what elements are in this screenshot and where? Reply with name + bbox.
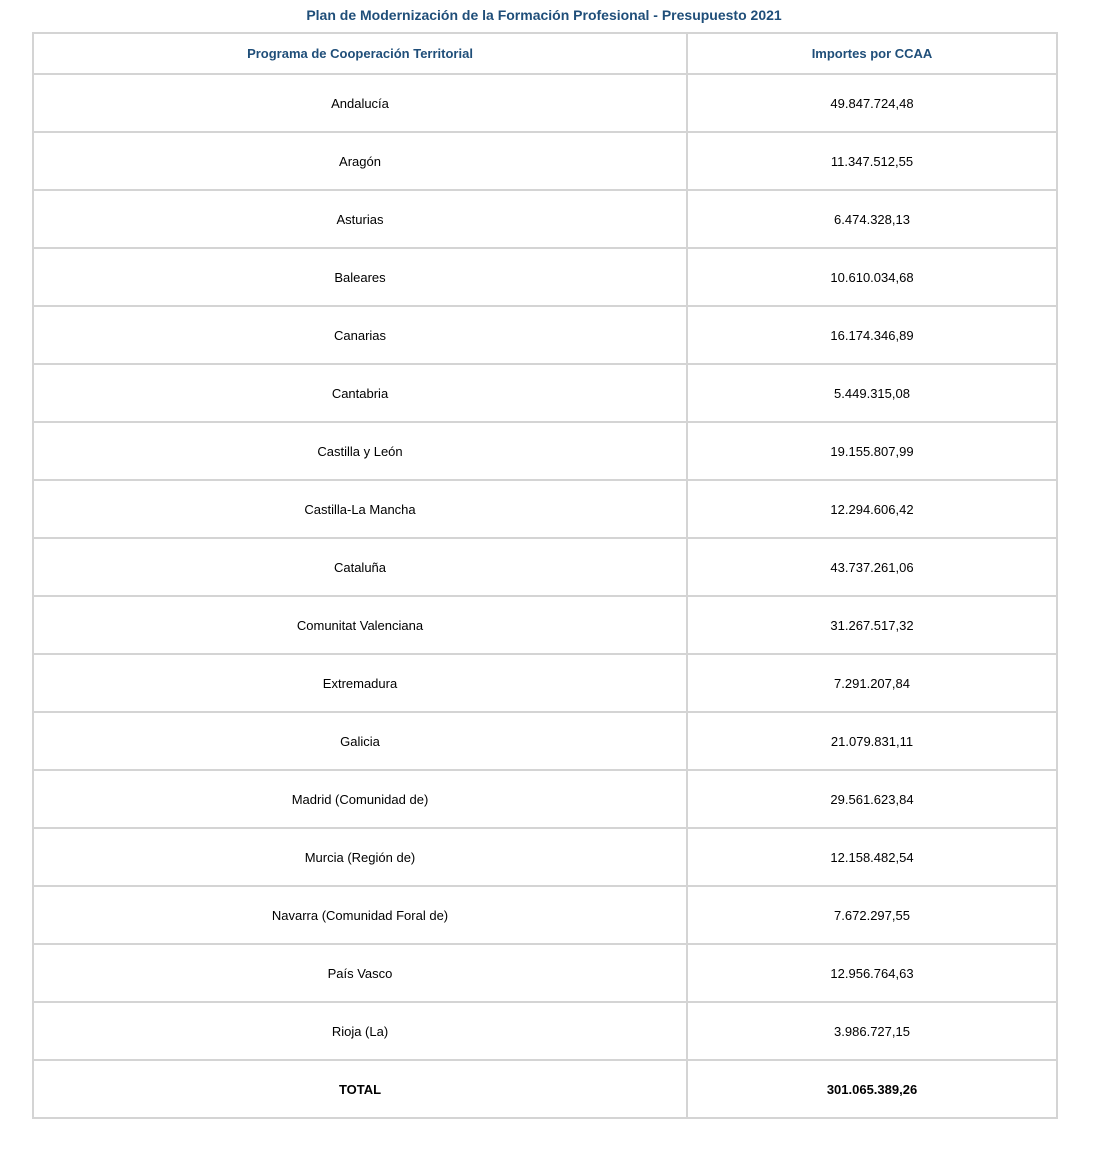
amount-cell: 5.449.315,08 <box>687 364 1057 422</box>
table-row <box>33 770 1057 828</box>
table-row <box>33 596 1057 654</box>
region-cell: Castilla-La Mancha <box>33 480 687 538</box>
table-row <box>33 828 1057 886</box>
table-row <box>33 248 1057 306</box>
amount-cell: 11.347.512,55 <box>687 132 1057 190</box>
table-row <box>33 480 1057 538</box>
table-row <box>33 1002 1057 1060</box>
total-label: TOTAL <box>33 1060 687 1118</box>
table-row <box>33 712 1057 770</box>
table-row <box>33 886 1057 944</box>
region-cell: Asturias <box>33 190 687 248</box>
region-cell: Canarias <box>33 306 687 364</box>
column-header-program: Programa de Cooperación Territorial <box>33 33 687 74</box>
region-cell: Aragón <box>33 132 687 190</box>
amount-cell: 31.267.517,32 <box>687 596 1057 654</box>
amount-cell: 10.610.034,68 <box>687 248 1057 306</box>
total-amount: 301.065.389,26 <box>687 1060 1057 1118</box>
budget-table <box>32 32 1058 1119</box>
region-cell: País Vasco <box>33 944 687 1002</box>
amount-cell: 6.474.328,13 <box>687 190 1057 248</box>
region-cell: Rioja (La) <box>33 1002 687 1060</box>
table-header-row <box>33 33 1057 74</box>
region-cell: Cantabria <box>33 364 687 422</box>
table-title: Plan de Modernización de la Formación Profesional - Presupuesto 2021 <box>306 7 782 23</box>
table-row <box>33 190 1057 248</box>
table-row <box>33 74 1057 132</box>
region-cell: Andalucía <box>33 74 687 132</box>
table-row <box>33 654 1057 712</box>
amount-cell: 29.561.623,84 <box>687 770 1057 828</box>
amount-cell: 7.291.207,84 <box>687 654 1057 712</box>
amount-cell: 19.155.807,99 <box>687 422 1057 480</box>
amount-cell: 43.737.261,06 <box>687 538 1057 596</box>
amount-cell: 12.294.606,42 <box>687 480 1057 538</box>
region-cell: Navarra (Comunidad Foral de) <box>33 886 687 944</box>
region-cell: Comunitat Valenciana <box>33 596 687 654</box>
region-cell: Baleares <box>33 248 687 306</box>
table-row <box>33 422 1057 480</box>
region-cell: Cataluña <box>33 538 687 596</box>
column-header-amount: Importes por CCAA <box>687 33 1057 74</box>
amount-cell: 12.956.764,63 <box>687 944 1057 1002</box>
amount-cell: 3.986.727,15 <box>687 1002 1057 1060</box>
amount-cell: 21.079.831,11 <box>687 712 1057 770</box>
table-row <box>33 132 1057 190</box>
region-cell: Extremadura <box>33 654 687 712</box>
amount-cell: 7.672.297,55 <box>687 886 1057 944</box>
amount-cell: 16.174.346,89 <box>687 306 1057 364</box>
table-row <box>33 538 1057 596</box>
region-cell: Castilla y León <box>33 422 687 480</box>
total-row <box>33 1060 1057 1118</box>
region-cell: Madrid (Comunidad de) <box>33 770 687 828</box>
region-cell: Murcia (Región de) <box>33 828 687 886</box>
table-body <box>33 74 1057 1118</box>
amount-cell: 49.847.724,48 <box>687 74 1057 132</box>
table-row <box>33 944 1057 1002</box>
amount-cell: 12.158.482,54 <box>687 828 1057 886</box>
region-cell: Galicia <box>33 712 687 770</box>
table-row <box>33 306 1057 364</box>
table-row <box>33 364 1057 422</box>
